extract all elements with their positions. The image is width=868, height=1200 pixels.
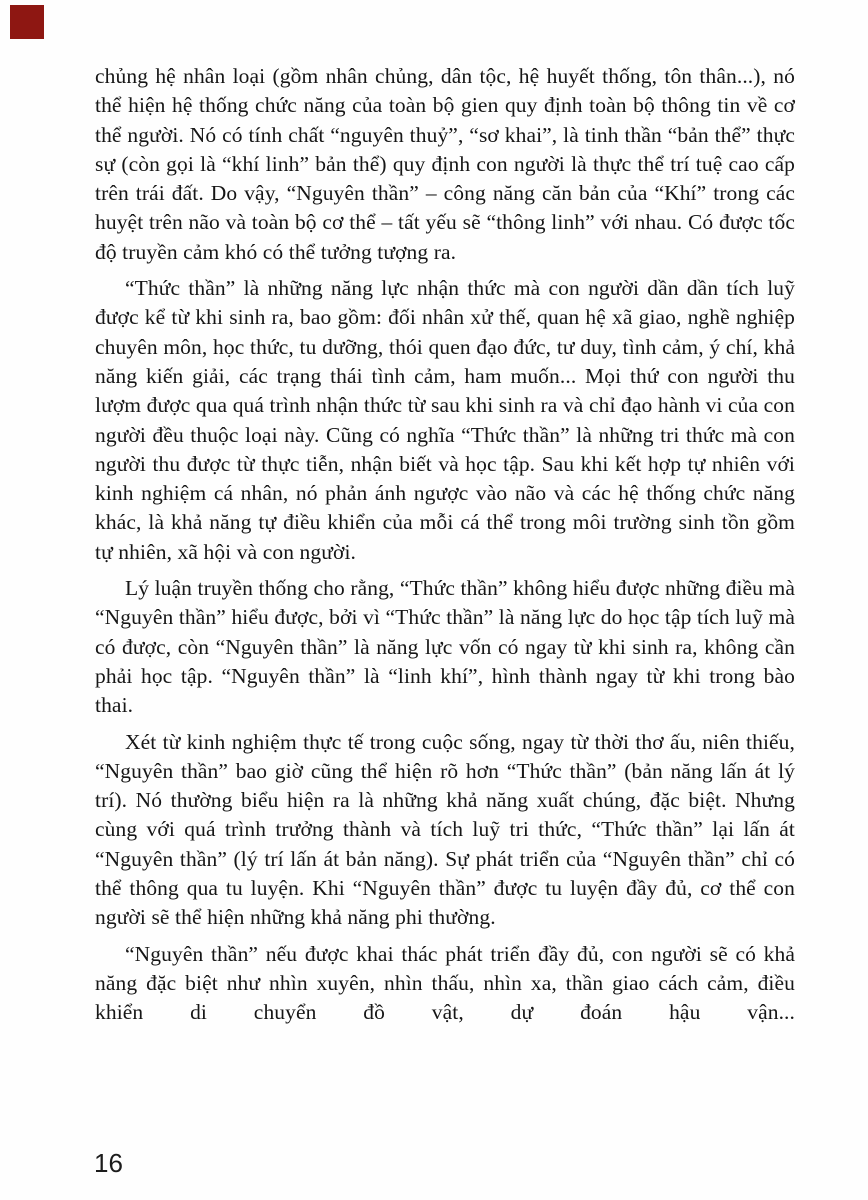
paragraph: “Nguyên thần” nếu được khai thác phát triển đầy đủ, con người sẽ có khả năng đặc biệt như nhìn xuyên, nhìn thấu, nhìn xa, thần giao cách cảm, điều khiển di chuyển đồ vật, dự đoán hậu vận... [95,941,795,1025]
paragraph: Xét từ kinh nghiệm thực tế trong cuộc sống, ngay từ thời thơ ấu, niên thiếu, “Nguyên thần” bao giờ cũng thể hiện rõ hơn “Thức thần” (bản năng lấn át lý trí). Nó thường biểu hiện ra là những khả năng xuất chúng, đặc biệt. Nhưng cùng với quá trình trưởng thành và tích luỹ tri thức, “Thức thần” lại lấn át “Nguyên thần” (lý trí lấn át bản năng). Sự phát triển của “Nguyên thần” chỉ có thể thông qua tu luyện. Khi “Nguyên thần” được tu luyện đầy đủ, cơ thể con người sẽ thể hiện những khả năng phi thường. [95,729,795,930]
text-block [95,62,795,1035]
paragraph: chủng hệ nhân loại (gồm nhân chủng, dân tộc, hệ huyết thống, tôn thân...), nó thể hiện hệ thống chức năng của toàn bộ gien quy định toàn bộ thông tin về cơ thể người. Nó có tính chất “nguyên thuỷ”, “sơ khai”, là tinh thần “bản thể” thực sự (còn gọi là “khí linh” bản thể) quy định con người là thực thể trí tuệ cao cấp trên trái đất. Do vậy, “Nguyên thần” – công năng căn bản của “Khí” trong các huyệt trên não và toàn bộ cơ thể – tất yếu sẽ “thông linh” với nhau. Có được tốc độ truyền cảm khó có thể tưởng tượng ra. [95,64,795,264]
corner-mark [10,5,44,39]
paragraph: Lý luận truyền thống cho rằng, “Thức thần” không hiểu được những điều mà “Nguyên thần” hiểu được, bởi vì “Thức thần” là năng lực do học tập tích luỹ mà có được, còn “Nguyên thần” là năng lực vốn có ngay từ khi sinh ra, không cần phải học tập. “Nguyên thần” là “linh khí”, hình thành ngay từ khi trong bào thai. [95,576,795,718]
paragraph: “Thức thần” là những năng lực nhận thức mà con người dần dần tích luỹ được kể từ khi sinh ra, bao gồm: đối nhân xử thế, quan hệ xã giao, nghề nghiệp chuyên môn, học thức, tu dưỡng, thói quen đạo đức, tư duy, tình cảm, ý chí, khả năng kiến giải, các trạng thái tình cảm, ham muốn... Mọi thứ con người thu lượm được qua quá trình nhận thức từ sau khi sinh ra và chỉ đạo hành vi của con người đều thuộc loại này. Cũng có nghĩa “Thức thần” là những tri thức mà con người thu được từ thực tiễn, nhận biết và học tập. Sau khi kết hợp tự nhiên với kinh nghiệm cá nhân, nó phản ánh ngược vào não và các hệ thống chức năng khác, là khả năng tự điều khiển của mỗi cá thể trong môi trường sinh tồn gồm tự nhiên, xã hội và con người. [95,276,795,564]
page-number: 16 [94,1148,123,1178]
